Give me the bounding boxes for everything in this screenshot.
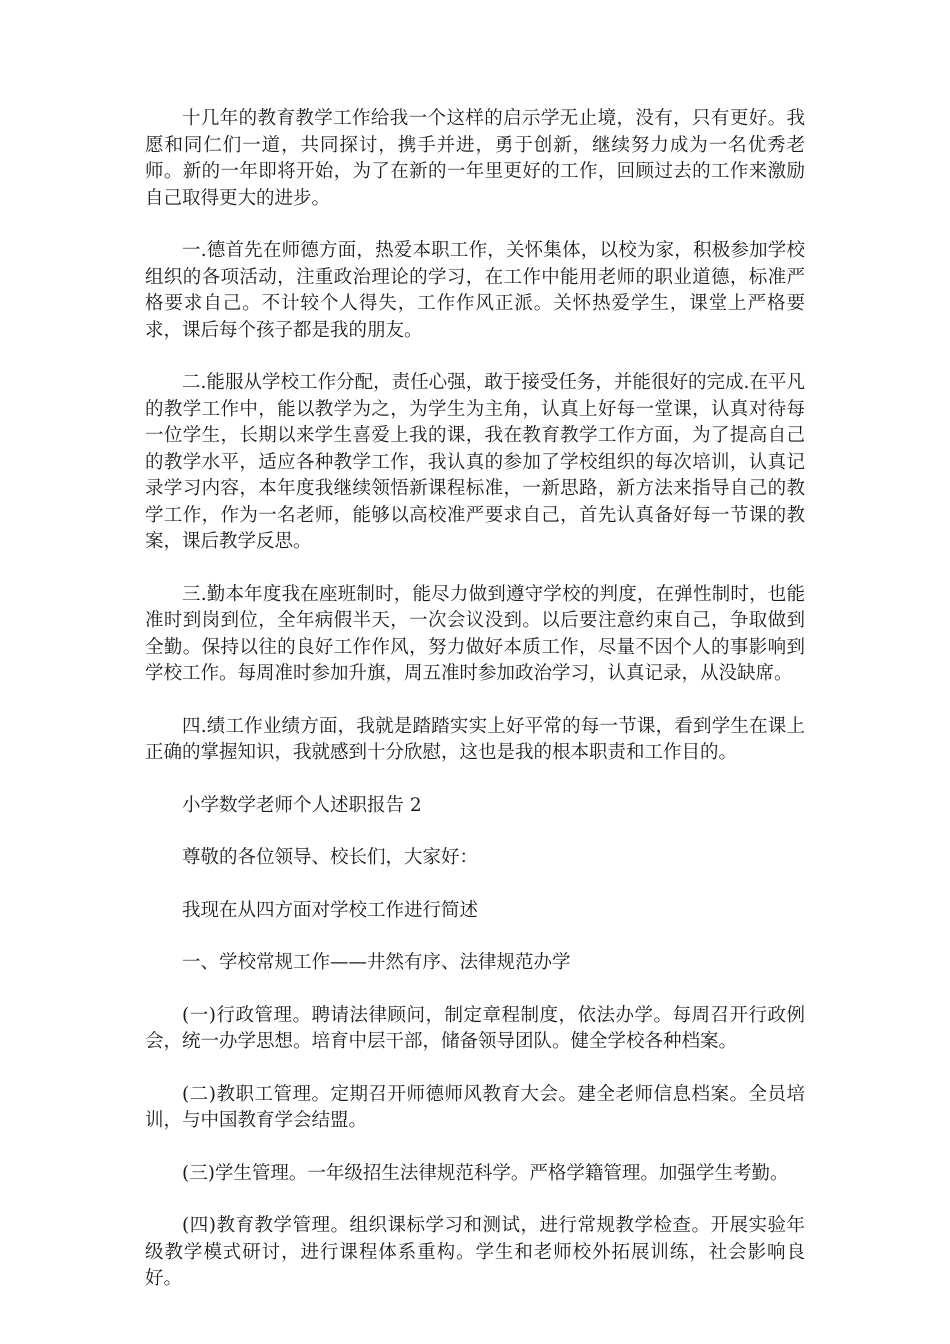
paragraph-diligence: 三.勤本年度我在座班制时，能尽力做到遵守学校的判度，在弹性制时，也能准时到岗到位，全年病假半天，一次会议没到。以后要注意约束自己，争取做到全勤。保持以往的良好工作作风，努力做好本质工作，尽量不因个人的事影响到学校工作。每周准时参加升旗，周五准时参加政治学习，认真记录，从没缺席。 [145,583,805,684]
section-heading: 一、学校常规工作——井然有序、法律规范办学 [182,952,571,973]
report-title: 小学数学老师个人述职报告 2 [182,794,422,816]
overview-line: 我现在从四方面对学校工作进行简述 [182,899,479,921]
paragraph-admin: (一)行政管理。聘请法律顾问，制定章程制度，依法办学。每周召开行政例会，统一办学思想。培育中层干部，储备领导团队。健全学校各种档案。 [145,1004,805,1052]
paragraph-staff: (二)教职工管理。定期召开师德师风教育大会。建全老师信息档案。全员培训，与中国教育学会结盟。 [145,1083,805,1131]
paragraph-virtue: 一.德首先在师德方面，热爱本职工作，关怀集体，以校为家，积极参加学校组织的各项活动，注重政治理论的学习，在工作中能用老师的职业道德，标准严格要求自己。不计较个人得失，工作作风正派。关怀热爱学生，课堂上严格要求，课后每个孩子都是我的朋友。 [145,240,805,341]
paragraph-ability: 二.能服从学校工作分配，责任心强，敢于接受任务，并能很好的完成.在平凡的教学工作中，能以教学为之，为学生为主角，认真上好每一堂课，认真对待每一位学生，长期以来学生喜爱上我的课，我在教育教学工作方面，为了提高自己的教学水平，适应各种教学工作，我认真的参加了学校组织的每次培训，认真记录学习内容，本年度我继续领悟新课程标准，一新思路，新方法来指导自己的教学工作，作为一名老师，能够以高校准严要求自己，首先认真备好每一节课的教案，课后教学反思。 [145,372,805,552]
paragraph-students: (三)学生管理。一年级招生法律规范科学。严格学籍管理。加强学生考勤。 [182,1162,789,1184]
paragraph-intro: 十几年的教育教学工作给我一个这样的启示学无止境，没有，只有更好。我愿和同仁们一道，共同探讨，携手并进，勇于创新，继续努力成为一名优秀老师。新的一年即将开始，为了在新的一年里更好的工作，回顾过去的工作来激励自己取得更大的进步。 [145,108,805,209]
paragraph-teaching: (四)教育教学管理。组织课标学习和测试，进行常规教学检查。开展实验年级教学模式研讨，进行课程体系重构。学生和老师校外拓展训练，社会影响良好。 [145,1215,805,1289]
document-body [145,106,805,1319]
paragraph-achievement: 四.绩工作业绩方面，我就是踏踏实实上好平常的每一节课，看到学生在课上正确的掌握知识，我就感到十分欣慰，这也是我的根本职责和工作目的。 [145,715,805,763]
salutation: 尊敬的各位领导、校长们，大家好： [182,847,479,868]
